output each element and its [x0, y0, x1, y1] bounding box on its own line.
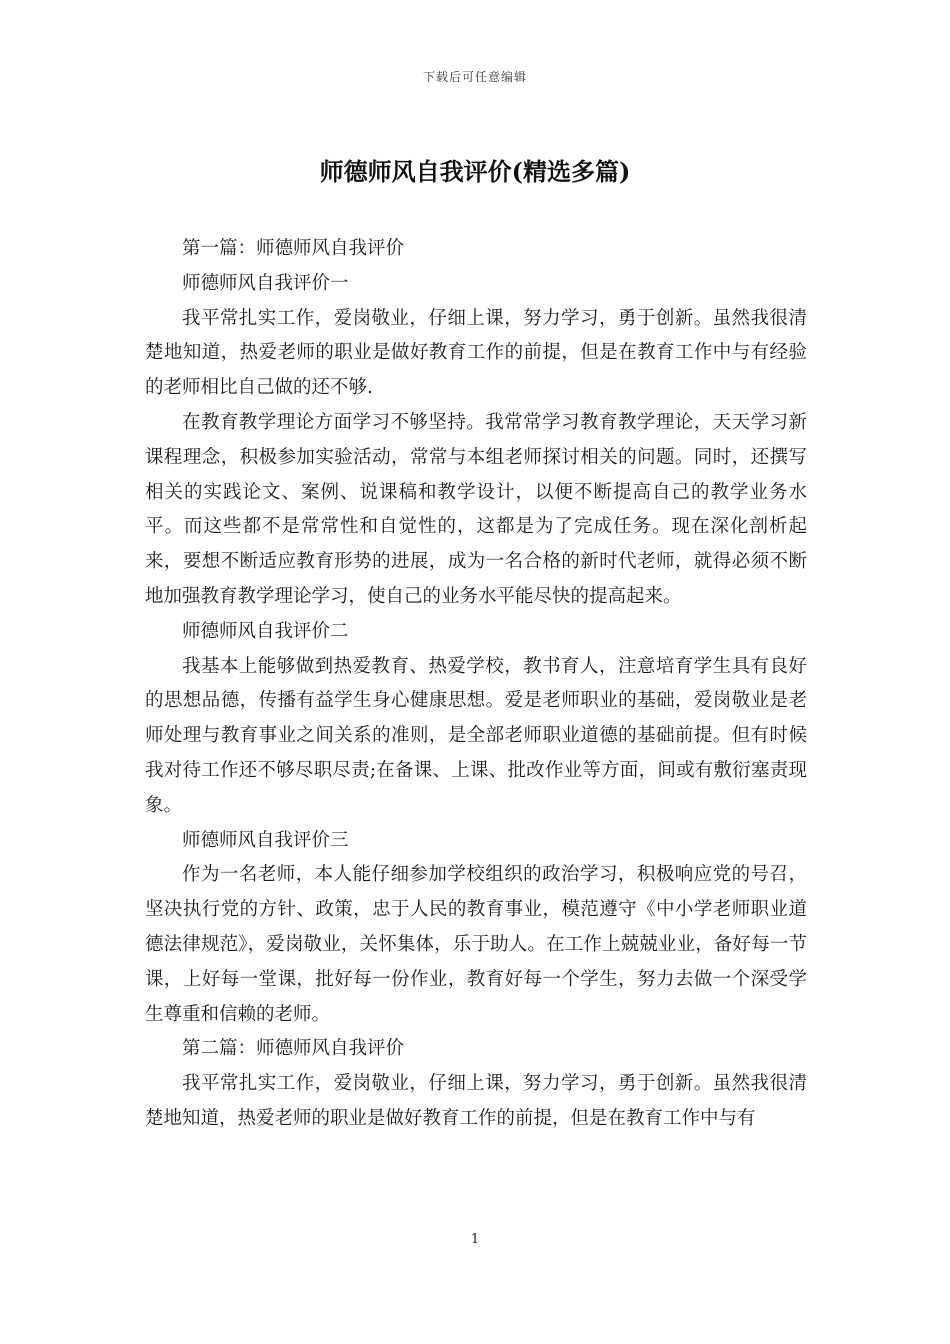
section-heading-1: 第一篇：师德师风自我评价: [182, 238, 405, 259]
subheading-evaluation-1: 师德师风自我评价一: [182, 272, 349, 294]
paragraph: 我平常扎实工作，爱岗敬业，仔细上课，努力学习，勇于创新。虽然我很清楚地知道，热爱老师的职业是做好教育工作的前提，但是在教育工作中与有: [145, 1073, 807, 1129]
paragraph: 在教育教学理论方面学习不够坚持。我常常学习教育教学理论，天天学习新课程理念，积极参加实验活动，常常与本组老师探讨相关的问题。同时，还撰写相关的实践论文、案例、说课稿和教学设计，以便不断提高自己的教学业务水平。而这些都不是常常性和自觉性的，这都是为了完成任务。现在深化剖析起来，要想不断适应教育形势的进展，成为一名合格的新时代老师，就得必须不断地加强教育教学理论学习，使自己的业务水平能尽快的提高起来。: [145, 411, 807, 607]
paragraph: 我平常扎实工作，爱岗敬业，仔细上课，努力学习，勇于创新。虽然我很清楚地知道，热爱老师的职业是做好教育工作的前提，但是在教育工作中与有经验的老师相比自己做的还不够.: [145, 307, 807, 399]
document-body: [145, 232, 807, 1137]
subheading-evaluation-2: 师德师风自我评价二: [182, 620, 349, 642]
section-heading-2: 第二篇：师德师风自我评价: [182, 1038, 405, 1060]
paragraph: 我基本上能够做到热爱教育、热爱学校，教书育人，注意培育学生具有良好的思想品德，传播有益学生身心健康思想。爱是老师职业的基础，爱岗敬业是老师处理与教育事业之间关系的准则，是全部老师职业道德的基础前提。但有时候我对待工作还不够尽职尽责;在备课、上课、批改作业等方面，间或有敷衍塞责现象。: [145, 655, 807, 816]
page-header-note: 下载后可任意编辑: [422, 70, 527, 84]
paragraph: 作为一名老师，本人能仔细参加学校组织的政治学习，积极响应党的号召，坚决执行党的方针、政策，忠于人民的教育事业，模范遵守《中小学老师职业道德法律规范》，爱岗敬业，关怀集体，乐于助人。在工作上兢兢业业，备好每一节课，上好每一堂课，批好每一份作业，教育好每一个学生，努力去做一个深受学生尊重和信赖的老师。: [145, 864, 807, 1025]
document-title: 师德师风自我评价(精选多篇): [319, 157, 631, 186]
subheading-evaluation-3: 师德师风自我评价三: [182, 829, 349, 851]
page-number: 1: [470, 1232, 480, 1247]
